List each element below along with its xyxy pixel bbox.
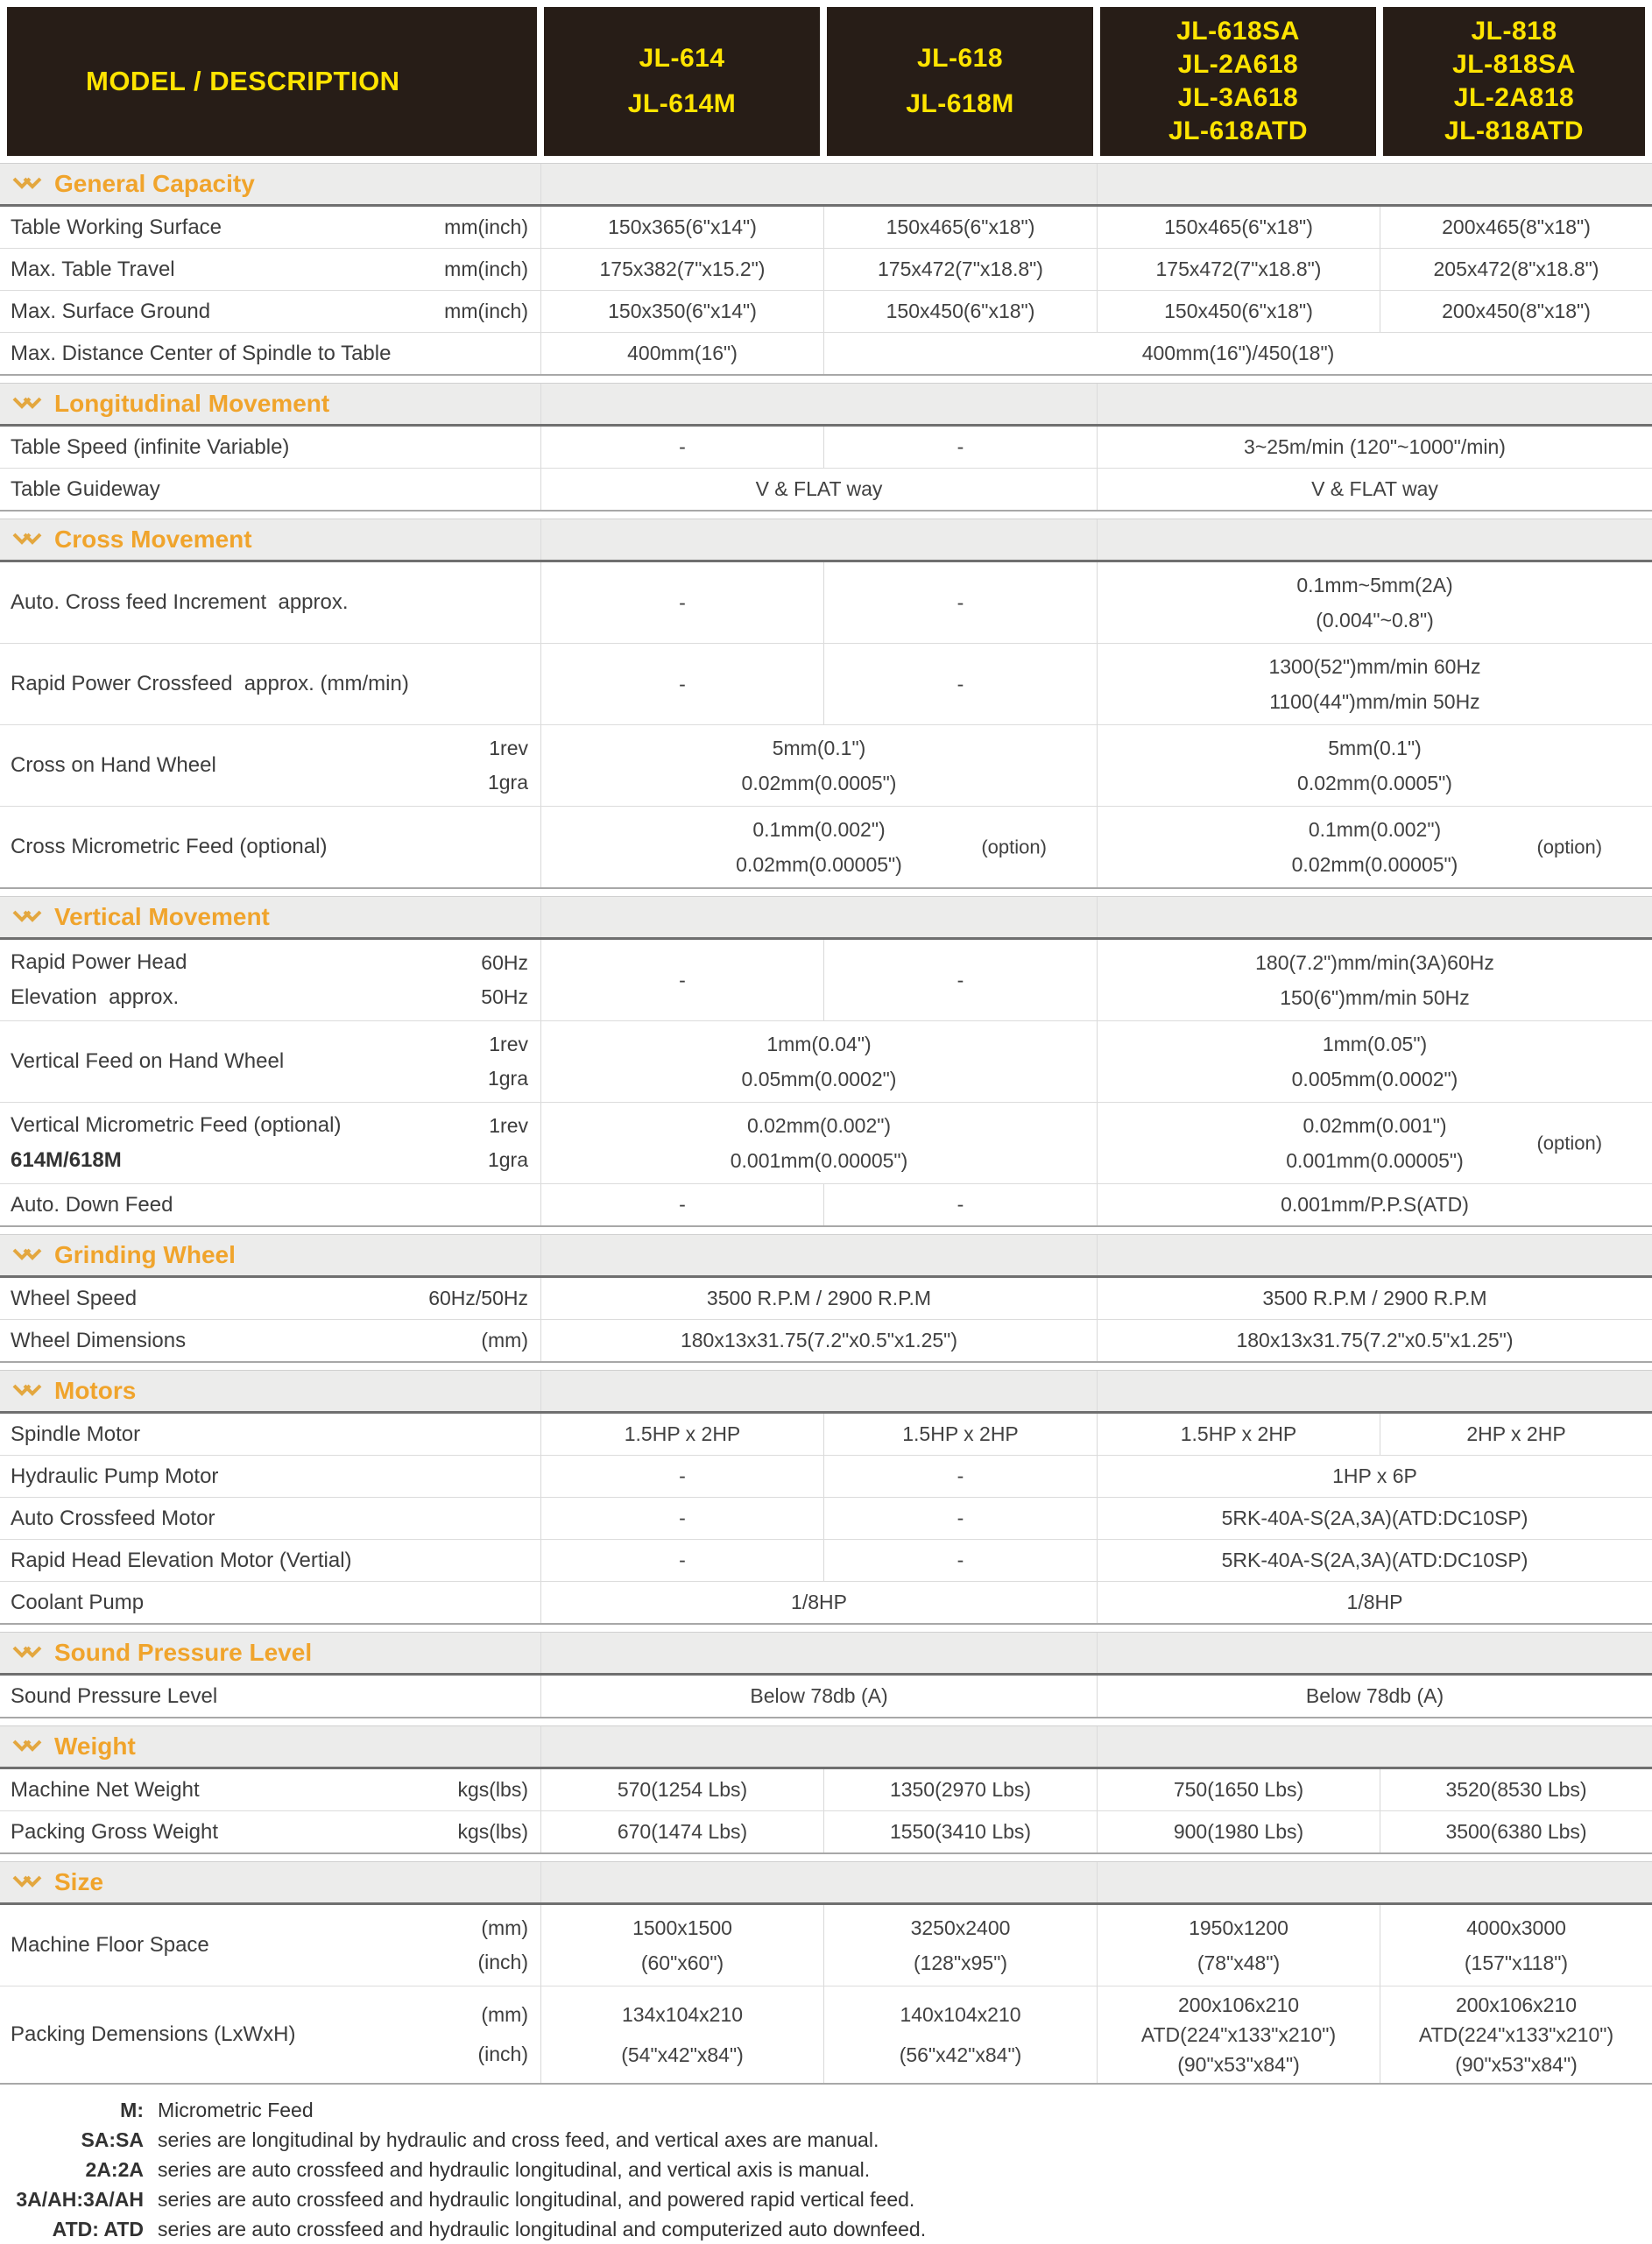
value-cell: 180x13x31.75(7.2"x0.5"x1.25") <box>1097 1320 1652 1361</box>
unit-label: (mm) (inch) <box>477 1916 528 1974</box>
section-title: Sound Pressure Level <box>54 1639 313 1666</box>
value-cell: 1500x1500 (60"x60") <box>540 1905 823 1986</box>
unit-label: mm(inch) <box>444 258 528 280</box>
section-rows <box>0 1414 1652 1623</box>
value-cell: 570(1254 Lbs) <box>540 1769 823 1810</box>
spec-row <box>0 644 1652 725</box>
section-rows <box>0 207 1652 374</box>
footnote-text: series are longitudinal by hydraulic and cross feed, and vertical axes are manual. <box>158 2128 879 2151</box>
footnote-key: 2A:2A <box>85 2158 144 2181</box>
value-cell: 2HP x 2HP <box>1380 1414 1652 1455</box>
row-label-cell <box>0 427 540 468</box>
model-name: JL-618 <box>916 44 1004 73</box>
model-name: JL-614 <box>639 44 725 73</box>
row-label: Packing Gross Weight <box>11 1819 218 1844</box>
footnote-key: M: <box>120 2099 144 2121</box>
footnote-text: Micrometric Feed <box>158 2099 314 2121</box>
spec-row <box>0 940 1652 1021</box>
value-cell: 150x450(6"x18") <box>823 291 1097 332</box>
section-weight <box>0 1725 1652 1854</box>
option-note: (option) <box>1536 1132 1603 1154</box>
value-cell: 400mm(16")/450(18") <box>823 333 1652 374</box>
model-name: JL-818SA <box>1452 50 1576 79</box>
footnote-key: SA:SA <box>81 2128 144 2151</box>
section-header <box>0 383 1652 427</box>
section-title: Weight <box>54 1732 136 1760</box>
model-name: JL-2A618 <box>1177 50 1299 79</box>
chevron-double-down-icon <box>12 1875 44 1889</box>
row-label: Vertical Micrometric Feed (optional) 614M/618M <box>11 1113 342 1172</box>
section-cross-movement <box>0 519 1652 889</box>
value-cell: 3500 R.P.M / 2900 R.P.M <box>540 1278 1097 1319</box>
row-label-cell <box>0 807 540 887</box>
value-cell: 3500 R.P.M / 2900 R.P.M <box>1097 1278 1652 1319</box>
row-label: Wheel Dimensions <box>11 1328 187 1352</box>
row-label: Machine Net Weight <box>11 1777 200 1802</box>
unit-label: (mm) (inch) <box>477 2002 528 2066</box>
value-cell: 3~25m/min (120"~1000"/min) <box>1097 427 1652 468</box>
chevron-double-down-icon <box>12 177 44 191</box>
value-cell: - <box>823 1456 1097 1497</box>
value-cell: 140x104x210 (56"x42"x84") <box>823 1986 1097 2083</box>
row-label: Table Guideway <box>11 476 160 501</box>
footnotes <box>5 2095 1652 2244</box>
value-cell: 175x472(7"x18.8") <box>823 249 1097 290</box>
section-title: Vertical Movement <box>54 903 270 930</box>
row-label-cell <box>0 644 540 724</box>
chevron-double-down-icon <box>12 910 44 924</box>
value-cell: 400mm(16") <box>540 333 823 374</box>
value-cell: 670(1474 Lbs) <box>540 1811 823 1852</box>
value-cell: 1HP x 6P <box>1097 1456 1652 1497</box>
row-label-cell <box>0 1905 540 1986</box>
row-label: Coolant Pump <box>11 1590 145 1614</box>
value-cell: V & FLAT way <box>1097 469 1652 510</box>
value-cell: 180(7.2")mm/min(3A)60Hz 150(6")mm/min 50Hz <box>1097 940 1652 1020</box>
footnote-text: series are auto crossfeed and hydraulic longitudinal and computerized auto downfeed. <box>158 2218 927 2240</box>
value-cell: - <box>540 1540 823 1581</box>
value-cell: - <box>540 940 823 1020</box>
spec-row <box>0 1498 1652 1540</box>
section-rows <box>0 940 1652 1225</box>
value-cell: 5mm(0.1") 0.02mm(0.0005") <box>540 725 1097 806</box>
section-rows <box>0 1769 1652 1852</box>
footnote-text: series are auto crossfeed and hydraulic longitudinal, and vertical axis is manual. <box>158 2158 871 2181</box>
value-cell: 1300(52")mm/min 60Hz 1100(44")mm/min 50Hz <box>1097 644 1652 724</box>
value-cell: 200x106x210 ATD(224"x133"x210") (90"x53"x84") <box>1097 1986 1380 2083</box>
value-cell: 1/8HP <box>1097 1582 1652 1623</box>
value-cell: 3520(8530 Lbs) <box>1380 1769 1652 1810</box>
value-cell: 0.001mm/P.P.S(ATD) <box>1097 1184 1652 1225</box>
section-title: Grinding Wheel <box>54 1241 236 1268</box>
chevron-double-down-icon <box>12 1739 44 1754</box>
section-vertical-movement <box>0 896 1652 1227</box>
section-size <box>0 1861 1652 2085</box>
model-description-header <box>7 7 537 156</box>
section-sound-pressure-level <box>0 1632 1652 1718</box>
value-cell: - <box>540 644 823 724</box>
spec-row <box>0 249 1652 291</box>
row-label: Sound Pressure Level <box>11 1683 218 1708</box>
value-cell: - <box>540 1184 823 1225</box>
value-cell: 3500(6380 Lbs) <box>1380 1811 1652 1852</box>
value-cell: 1550(3410 Lbs) <box>823 1811 1097 1852</box>
value-cell: 0.1mm(0.002") 0.02mm(0.00005") (option) <box>540 807 1097 887</box>
section-motors <box>0 1370 1652 1625</box>
model-name: JL-618ATD <box>1168 116 1308 145</box>
unit-label: 1rev 1gra <box>487 1032 528 1090</box>
model-name: JL-818ATD <box>1444 116 1584 145</box>
model-name: JL-3A618 <box>1177 83 1299 112</box>
row-label: Auto. Down Feed <box>11 1192 173 1217</box>
spec-row <box>0 1540 1652 1582</box>
value-cell: 1mm(0.05") 0.005mm(0.0002") <box>1097 1021 1652 1102</box>
spec-row <box>0 1021 1652 1103</box>
value-cell: - <box>823 1540 1097 1581</box>
row-label-cell <box>0 562 540 643</box>
section-grinding-wheel <box>0 1234 1652 1363</box>
value-cell: - <box>540 562 823 643</box>
section-rows <box>0 1676 1652 1717</box>
value-cell: 5RK-40A-S(2A,3A)(ATD:DC10SP) <box>1097 1540 1652 1581</box>
row-label: Hydraulic Pump Motor <box>11 1464 219 1488</box>
row-label-cell <box>0 207 540 248</box>
spec-row <box>0 725 1652 807</box>
model-header-cell <box>1100 7 1376 156</box>
row-label: Max. Surface Ground <box>11 299 211 323</box>
value-cell: 150x465(6"x18") <box>1097 207 1380 248</box>
spec-row <box>0 1769 1652 1811</box>
chevron-double-down-icon <box>12 533 44 547</box>
value-cell: 3250x2400 (128"x95") <box>823 1905 1097 1986</box>
footnote <box>5 2095 1652 2125</box>
row-label: Max. Table Travel <box>11 257 175 281</box>
value-cell: 0.1mm(0.002") 0.02mm(0.00005") (option) <box>1097 807 1652 887</box>
footnote <box>5 2155 1652 2184</box>
section-longitudinal-movement <box>0 383 1652 512</box>
section-title: Motors <box>54 1377 137 1404</box>
row-label-cell <box>0 1811 540 1852</box>
section-title: Cross Movement <box>54 526 252 553</box>
footnote <box>5 2214 1652 2244</box>
unit-label: kgs(lbs) <box>457 1778 528 1801</box>
spec-row <box>0 562 1652 644</box>
value-cell: 5RK-40A-S(2A,3A)(ATD:DC10SP) <box>1097 1498 1652 1539</box>
spec-row <box>0 1986 1652 2083</box>
row-label-cell <box>0 1278 540 1319</box>
row-label-cell <box>0 725 540 806</box>
spec-row <box>0 427 1652 469</box>
value-cell: - <box>540 1456 823 1497</box>
spec-sections <box>0 163 1652 2085</box>
row-label-cell <box>0 1498 540 1539</box>
section-title: Longitudinal Movement <box>54 390 330 417</box>
row-label: Machine Floor Space <box>11 1933 209 1957</box>
value-cell: 1350(2970 Lbs) <box>823 1769 1097 1810</box>
spec-row <box>0 1676 1652 1717</box>
row-label: Spindle Motor <box>11 1422 141 1446</box>
model-header-cell <box>827 7 1093 156</box>
value-cell: 200x465(8"x18") <box>1380 207 1652 248</box>
row-label-cell <box>0 1414 540 1455</box>
footnote <box>5 2125 1652 2155</box>
chevron-double-down-icon <box>12 1248 44 1262</box>
row-label-cell <box>0 1986 540 2083</box>
value-cell: 1mm(0.04") 0.05mm(0.0002") <box>540 1021 1097 1102</box>
model-name: JL-618M <box>906 89 1014 118</box>
spec-row <box>0 469 1652 510</box>
row-label: Auto. Cross feed Increment approx. <box>11 590 349 614</box>
spec-row <box>0 207 1652 249</box>
value-cell: 175x472(7"x18.8") <box>1097 249 1380 290</box>
value-cell: 205x472(8"x18.8") <box>1380 249 1652 290</box>
row-label-cell <box>0 333 540 374</box>
value-cell: Below 78db (A) <box>540 1676 1097 1717</box>
table-header-row <box>0 0 1652 156</box>
footnote-key: 3A/AH:3A/AH <box>16 2188 144 2211</box>
value-cell: 750(1650 Lbs) <box>1097 1769 1380 1810</box>
value-cell: 0.1mm~5mm(2A) (0.004"~0.8") <box>1097 562 1652 643</box>
row-label-cell <box>0 291 540 332</box>
value-cell: - <box>823 562 1097 643</box>
value-cell: 1950x1200 (78"x48") <box>1097 1905 1380 1986</box>
model-description-label: MODEL / DESCRIPTION <box>86 66 400 96</box>
row-label: Table Working Surface <box>11 215 222 239</box>
row-label-cell <box>0 1769 540 1810</box>
row-label: Auto Crossfeed Motor <box>11 1506 215 1530</box>
row-label-cell <box>0 1456 540 1497</box>
section-rows <box>0 562 1652 887</box>
model-header-cell <box>1383 7 1645 156</box>
value-cell: - <box>823 1184 1097 1225</box>
value-cell: 900(1980 Lbs) <box>1097 1811 1380 1852</box>
spec-row <box>0 1811 1652 1852</box>
spec-row <box>0 1905 1652 1986</box>
value-cell: 180x13x31.75(7.2"x0.5"x1.25") <box>540 1320 1097 1361</box>
section-rows <box>0 1278 1652 1361</box>
row-label: Rapid Head Elevation Motor (Vertial) <box>11 1548 352 1572</box>
row-label-cell <box>0 1021 540 1102</box>
row-label-cell <box>0 1582 540 1623</box>
value-cell: 150x450(6"x18") <box>1097 291 1380 332</box>
value-cell: - <box>823 1498 1097 1539</box>
spec-row <box>0 291 1652 333</box>
spec-row <box>0 1320 1652 1361</box>
value-cell: - <box>823 940 1097 1020</box>
row-label-cell <box>0 1676 540 1717</box>
section-rows <box>0 1905 1652 2083</box>
value-cell: - <box>823 644 1097 724</box>
value-cell: Below 78db (A) <box>1097 1676 1652 1717</box>
row-label-cell <box>0 1540 540 1581</box>
section-rows <box>0 427 1652 510</box>
row-label: Packing Demensions (LxWxH) <box>11 2022 296 2046</box>
spec-row <box>0 807 1652 887</box>
row-label: Table Speed (infinite Variable) <box>11 434 290 459</box>
row-label-cell <box>0 1320 540 1361</box>
row-label: Vertical Feed on Hand Wheel <box>11 1049 285 1073</box>
value-cell: 150x465(6"x18") <box>823 207 1097 248</box>
value-cell: 175x382(7"x15.2") <box>540 249 823 290</box>
chevron-double-down-icon <box>12 1646 44 1660</box>
unit-label: 1rev 1gra <box>487 736 528 794</box>
spec-row <box>0 333 1652 374</box>
value-cell: 0.02mm(0.001") 0.001mm(0.00005") (option) <box>1097 1103 1652 1183</box>
unit-label: kgs(lbs) <box>457 1820 528 1843</box>
value-cell: 5mm(0.1") 0.02mm(0.0005") <box>1097 725 1652 806</box>
section-header <box>0 1632 1652 1676</box>
spec-row <box>0 1278 1652 1320</box>
section-header <box>0 163 1652 207</box>
spec-row <box>0 1582 1652 1623</box>
section-title: General Capacity <box>54 170 255 197</box>
model-name: JL-818 <box>1471 17 1557 46</box>
row-label-cell <box>0 1103 540 1183</box>
section-header <box>0 1861 1652 1905</box>
section-header <box>0 1234 1652 1278</box>
value-cell: 1/8HP <box>540 1582 1097 1623</box>
unit-label: 60Hz 50Hz <box>481 950 528 1009</box>
unit-label: (mm) <box>481 1329 528 1351</box>
option-note: (option) <box>981 836 1047 858</box>
section-title: Size <box>54 1868 104 1895</box>
chevron-double-down-icon <box>12 397 44 411</box>
unit-label: 1rev 1gra <box>487 1113 528 1172</box>
unit-label: 60Hz/50Hz <box>428 1287 528 1309</box>
model-name: JL-2A818 <box>1453 83 1575 112</box>
section-general-capacity <box>0 163 1652 376</box>
row-label: Rapid Power Crossfeed approx. (mm/min) <box>11 672 409 695</box>
row-label-cell <box>0 249 540 290</box>
model-name: JL-614M <box>627 89 737 118</box>
footnote-key: ATD: ATD <box>52 2218 144 2240</box>
value-cell: 0.02mm(0.002") 0.001mm(0.00005") <box>540 1103 1097 1183</box>
option-note: (option) <box>1536 836 1603 858</box>
model-name: JL-618SA <box>1176 17 1300 46</box>
section-header <box>0 1370 1652 1414</box>
section-header <box>0 896 1652 940</box>
model-header-cell <box>544 7 820 156</box>
value-cell: 150x365(6"x14") <box>540 207 823 248</box>
spec-row <box>0 1184 1652 1225</box>
value-cell: 134x104x210 (54"x42"x84") <box>540 1986 823 2083</box>
footnote-text: series are auto crossfeed and hydraulic longitudinal, and powered rapid vertical feed. <box>158 2188 915 2211</box>
row-label: Max. Distance Center of Spindle to Table <box>11 341 392 365</box>
footnote <box>5 2184 1652 2214</box>
value-cell: - <box>540 1498 823 1539</box>
spec-row <box>0 1414 1652 1456</box>
row-label-cell <box>0 469 540 510</box>
value-cell: - <box>823 427 1097 468</box>
value-cell: 1.5HP x 2HP <box>540 1414 823 1455</box>
row-label: Cross Micrometric Feed (optional) <box>11 835 328 858</box>
section-header <box>0 1725 1652 1769</box>
section-header <box>0 519 1652 562</box>
value-cell: 200x106x210 ATD(224"x133"x210") (90"x53"x84") <box>1380 1986 1652 2083</box>
row-label: Cross on Hand Wheel <box>11 753 216 777</box>
row-label-cell <box>0 1184 540 1225</box>
chevron-double-down-icon <box>12 1384 44 1398</box>
row-label-cell <box>0 940 540 1020</box>
value-cell: 150x350(6"x14") <box>540 291 823 332</box>
row-label: Rapid Power Head Elevation approx. <box>11 950 187 1009</box>
unit-label: mm(inch) <box>444 215 528 238</box>
row-label: Wheel Speed <box>11 1286 138 1310</box>
spec-row <box>0 1456 1652 1498</box>
unit-label: mm(inch) <box>444 300 528 322</box>
value-cell: 1.5HP x 2HP <box>1097 1414 1380 1455</box>
value-cell: 4000x3000 (157"x118") <box>1380 1905 1652 1986</box>
value-cell: 200x450(8"x18") <box>1380 291 1652 332</box>
value-cell: V & FLAT way <box>540 469 1097 510</box>
spec-row <box>0 1103 1652 1184</box>
value-cell: 1.5HP x 2HP <box>823 1414 1097 1455</box>
value-cell: - <box>540 427 823 468</box>
